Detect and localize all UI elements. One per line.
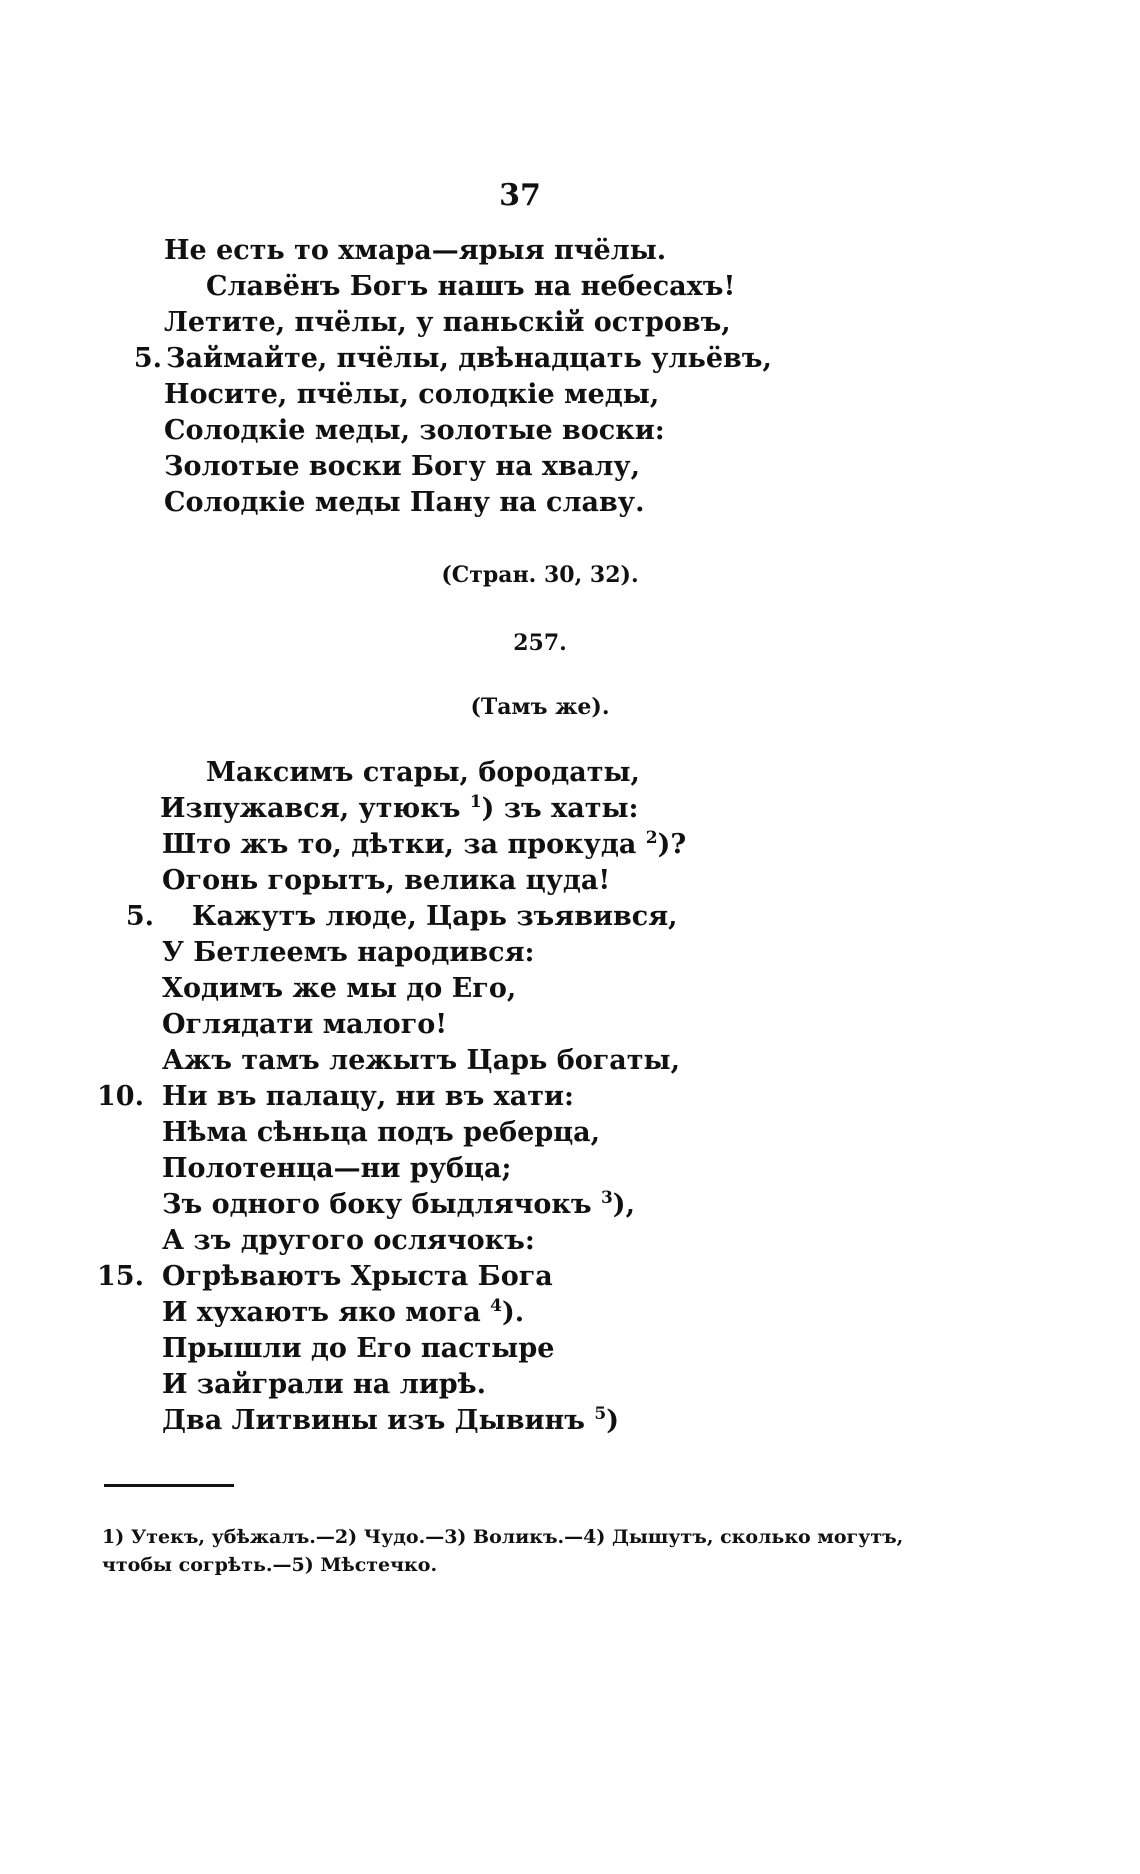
line-number: 5. bbox=[125, 901, 154, 932]
footnote-divider bbox=[104, 1484, 234, 1487]
poem-subtitle: (Тамъ же). bbox=[470, 694, 610, 720]
poem-line: Носите, пчёлы, солодкіе меды, bbox=[164, 379, 660, 410]
line-number: 5. bbox=[133, 343, 162, 374]
poem-line: Ажъ тамъ лежытъ Царь богаты, bbox=[162, 1045, 680, 1076]
footnote-ref: 1 bbox=[469, 792, 482, 812]
poem-line-text: Два Литвины изъ Дывинъ bbox=[162, 1405, 595, 1436]
footnote-ref: 4 bbox=[490, 1296, 503, 1316]
poem-line: Огрѣваютъ Хрыста Бога bbox=[162, 1261, 553, 1292]
poem-line-text: ), bbox=[612, 1189, 635, 1220]
poem-line-text: )? bbox=[657, 829, 687, 860]
poem-line: Славёнъ Богъ нашъ на небесахъ! bbox=[206, 271, 736, 302]
poem-number: 257. bbox=[513, 630, 567, 656]
poem-line: Летите, пчёлы, у паньскій островъ, bbox=[164, 307, 731, 338]
line-number: 15. bbox=[97, 1261, 144, 1292]
poem-line bbox=[162, 828, 686, 862]
line-number: 10. bbox=[97, 1081, 144, 1112]
poem-line: Нѣма сѣньца подъ реберца, bbox=[162, 1117, 601, 1148]
poem-line: Золотые воски Богу на хвалу, bbox=[164, 451, 641, 482]
poem-line: Прышли до Его пастыре bbox=[162, 1333, 555, 1364]
poem-line: Полотенца—ни рубца; bbox=[162, 1153, 512, 1184]
poem-line-text: И хухаютъ яко мога bbox=[162, 1297, 491, 1328]
poem-line: Ходимъ же мы до Его, bbox=[162, 973, 517, 1004]
poem-line: Солодкіе меды Пану на славу. bbox=[164, 487, 645, 518]
poem-line: Кажутъ люде, Царь зъявився, bbox=[192, 901, 678, 932]
footnote-line: 1) Утекъ, убѣжалъ.—2) Чудо.—3) Воликъ.—4) Дышутъ, сколько могутъ, bbox=[102, 1526, 904, 1548]
poem-line bbox=[160, 792, 639, 826]
poem-line: У Бетлеемъ народився: bbox=[162, 937, 535, 968]
footnote-ref: 2 bbox=[645, 828, 658, 848]
poem-line bbox=[162, 1404, 619, 1438]
poem-line: Максимъ стары, бородаты, bbox=[206, 757, 640, 788]
poem-line: Оглядати малого! bbox=[162, 1009, 448, 1040]
footnote-line: чтобы согрѣть.—5) Мѣстечко. bbox=[102, 1554, 438, 1576]
poem-line-text: ) зъ хаты: bbox=[481, 793, 639, 824]
poem-line-text: Изпужався, утюкъ bbox=[160, 793, 470, 824]
poem-line-text: ) bbox=[606, 1405, 620, 1436]
poem-line-text: ). bbox=[502, 1297, 525, 1328]
poem-line bbox=[162, 1296, 524, 1330]
poem-line: И зайграли на лирѣ. bbox=[162, 1369, 487, 1400]
poem-line-text: Зъ одного боку быдлячокъ bbox=[162, 1189, 601, 1220]
poem-line-text: Што жъ то, дѣтки, за прокуда bbox=[162, 829, 646, 860]
poem-line bbox=[162, 1188, 635, 1222]
page-number: 37 bbox=[499, 178, 541, 213]
poem-line: Ни въ палацу, ни въ хати: bbox=[162, 1081, 575, 1112]
poem-line: Не есть то хмара—ярыя пчёлы. bbox=[164, 235, 667, 266]
footnote-ref: 3 bbox=[600, 1188, 613, 1208]
poem-line: Огонь горытъ, велика цуда! bbox=[162, 865, 611, 896]
poem-line: Займайте, пчёлы, двѣнадцать ульёвъ, bbox=[166, 343, 772, 374]
footnote-ref: 5 bbox=[594, 1404, 607, 1424]
poem-line: А зъ другого ослячокъ: bbox=[162, 1225, 535, 1256]
poem-line: Солодкіе меды, золотые воски: bbox=[164, 415, 665, 446]
source-reference: (Стран. 30, 32). bbox=[441, 562, 639, 588]
